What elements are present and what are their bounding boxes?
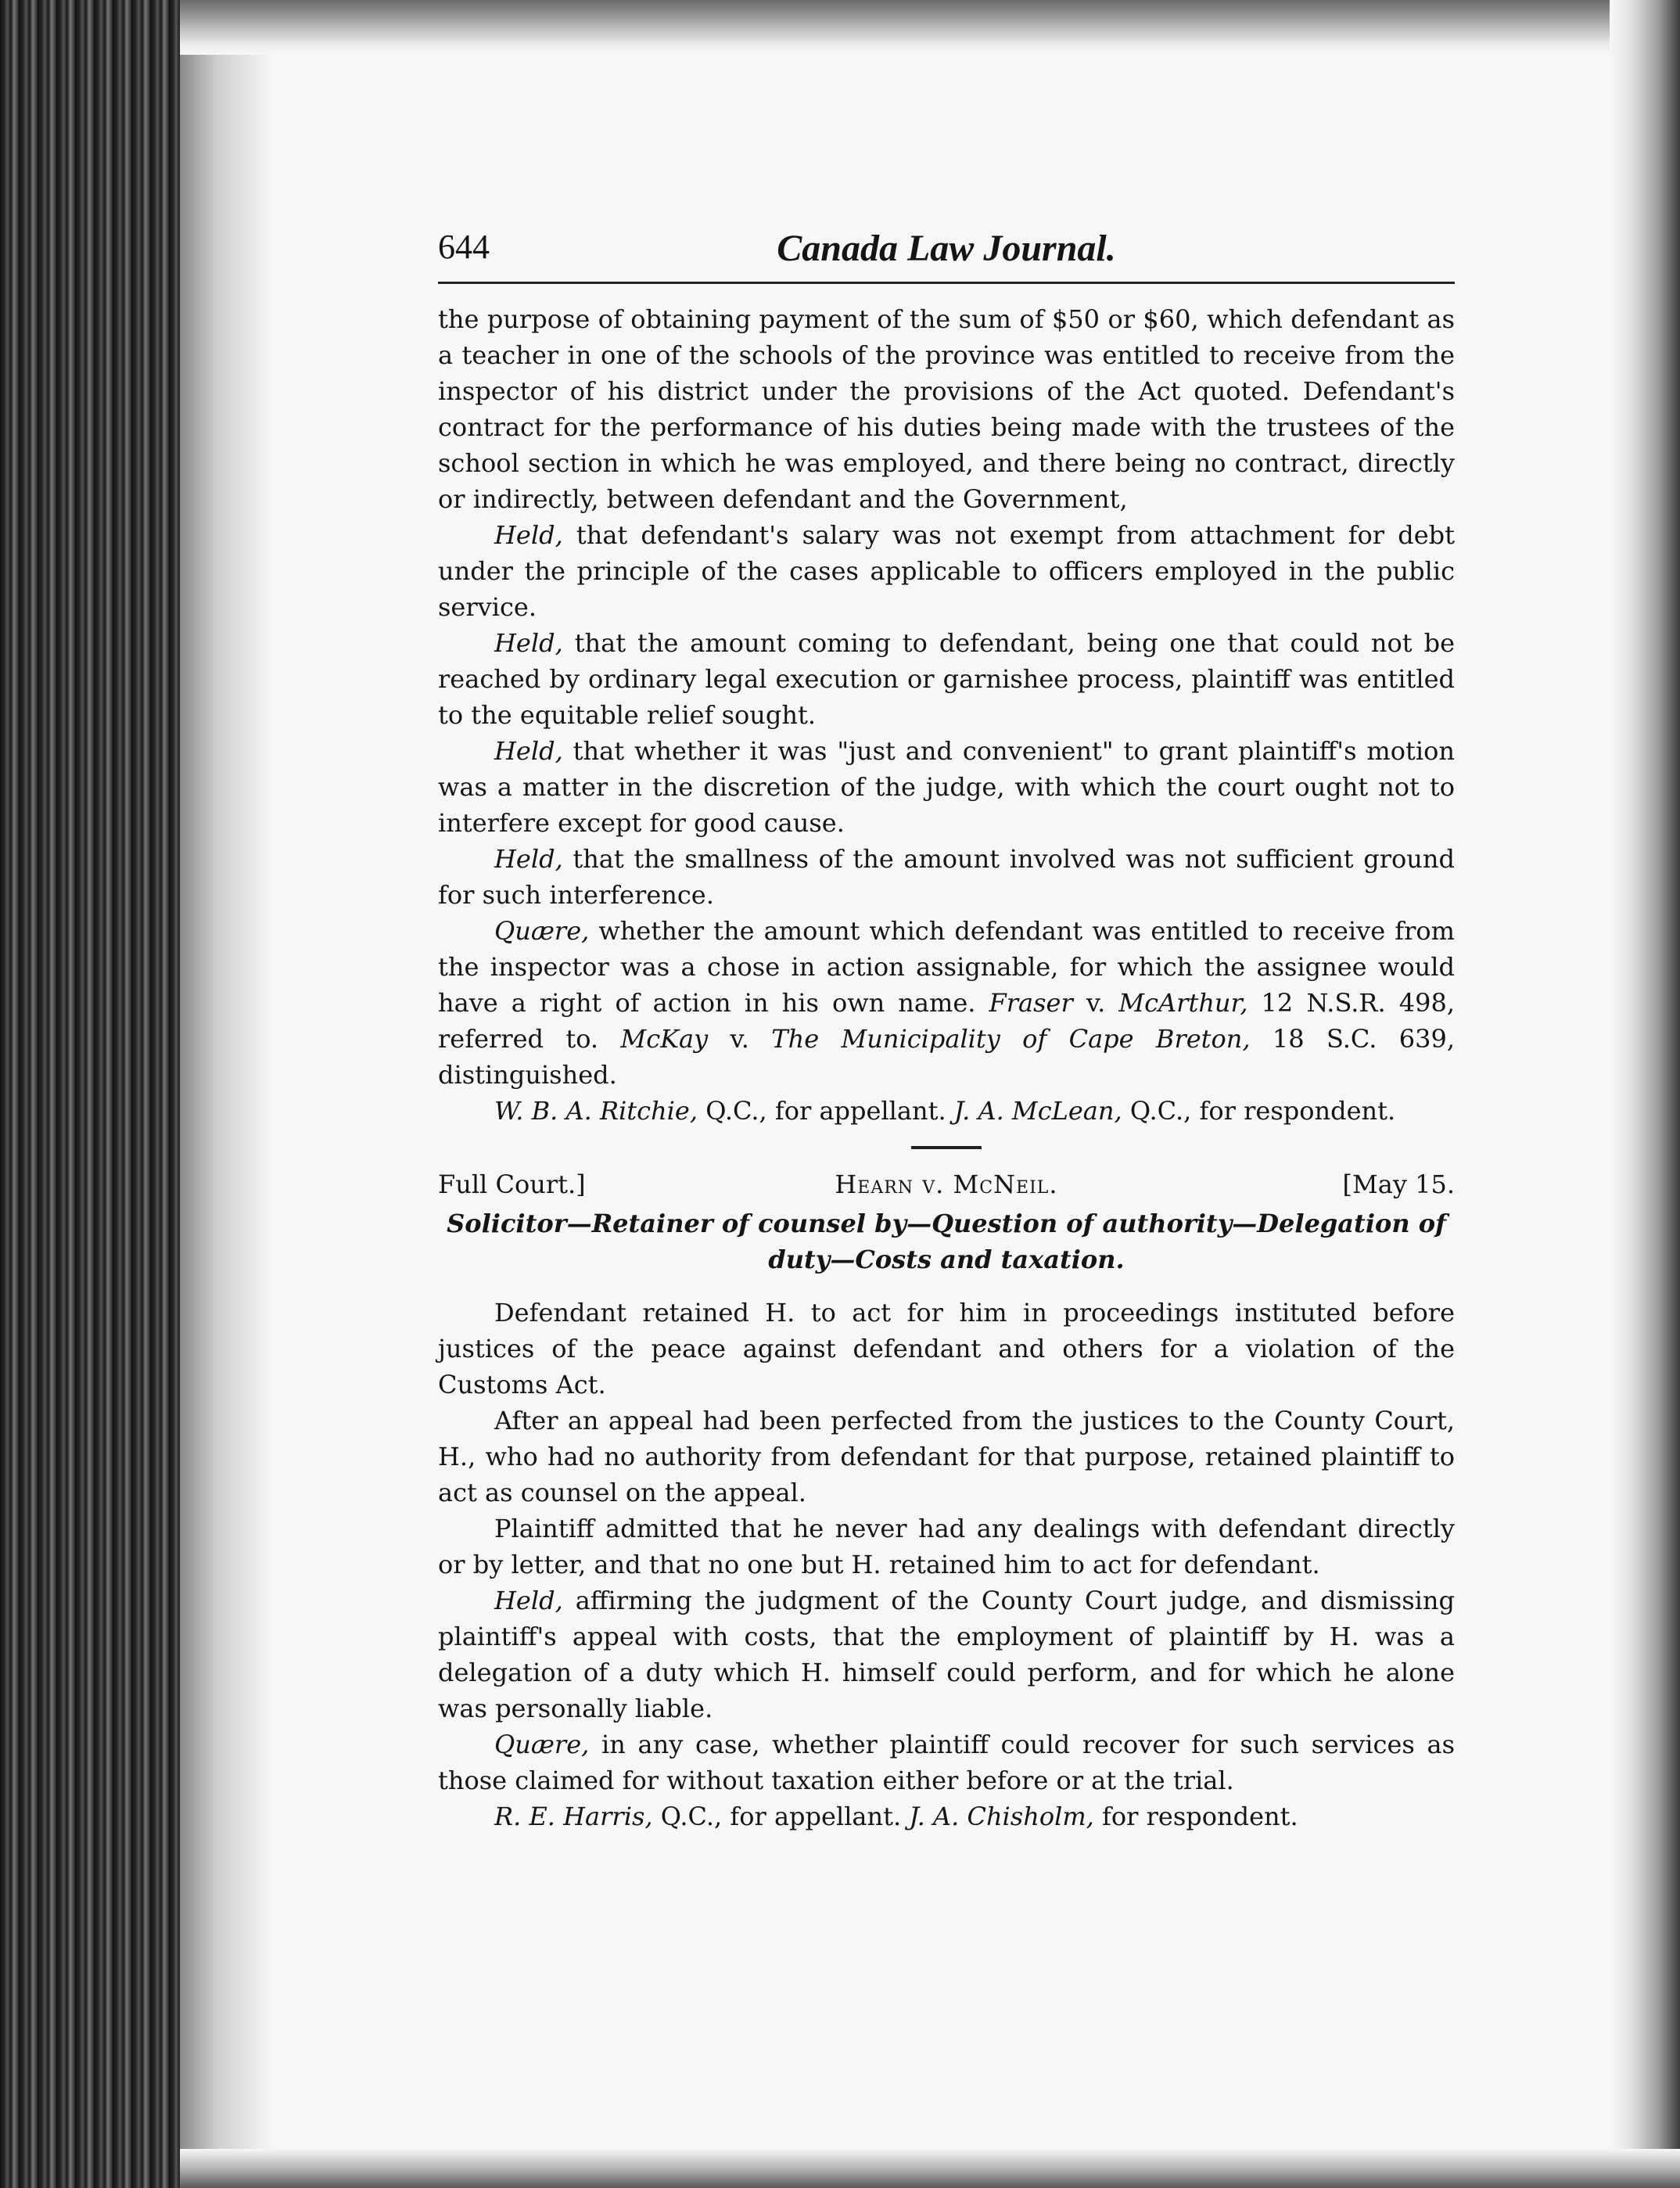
- spine-fade: [180, 0, 274, 2188]
- book-spine-shadow: [0, 0, 180, 2188]
- case-headnote: [438, 1205, 1455, 1277]
- held-text: that the smallness of the amount involved was not sufficient ground for such interference.: [438, 844, 1455, 910]
- case-paragraph: Defendant retained H. to act for him in proceedings instituted before justices of the peace against defendant and others for a violation of the Customs Act.: [438, 1298, 1455, 1399]
- first-case-paragraph: the purpose of obtaining payment of the sum of $50 or $60, which defendant as a teacher in one of the schools of the province was entitled to receive from the inspector of his district under the provisions of the Act quoted. Defendant's contract for the performance of his duties being made with the trustees of the school section in which he was employed, and there being no contract, directly or indirectly, between defendant and the Government,: [438, 304, 1455, 514]
- held-paragraph: [438, 517, 1455, 625]
- top-edge-shadow: [180, 0, 1680, 55]
- held-paragraph: [438, 733, 1455, 841]
- case-court: Full Court.]: [438, 1169, 586, 1199]
- held-text: that whether it was "just and convenient" to grant plaintiff's motion was a matter in the discretion of the judge, with which the court ought not to interfere except for good cause.: [438, 736, 1455, 838]
- right-edge-shadow: [1610, 0, 1680, 2188]
- quaere-paragraph: [438, 913, 1455, 1093]
- page-content: [438, 227, 1455, 1834]
- held-text: that defendant's salary was not exempt from attachment for debt under the principle of the cases applicable to officers employed in the public service.: [438, 520, 1455, 622]
- quaere-text: whether the amount which defendant was entitled to receive from the inspector was a chose in action assignable, for which the assignee would have a right of action in his own name.: [438, 916, 1455, 1018]
- counsel-role: Q.C., for appellant.: [652, 1802, 910, 1831]
- held-text: that the amount coming to defendant, being one that could not be reached by ordinary legal execution or garnishee process, plaintiff was entitled to the equitable relief sought.: [438, 628, 1455, 730]
- citation-versus: v.: [1072, 988, 1119, 1018]
- held-label: Held,: [494, 628, 563, 658]
- held-label: Held,: [494, 520, 563, 550]
- counsel-name: W. B. A. Ritchie,: [494, 1096, 698, 1126]
- quaere-label: Quære,: [494, 1730, 590, 1759]
- journal-title: Canada Law Journal.: [777, 228, 1116, 269]
- quaere-label: Quære,: [494, 916, 590, 946]
- counsel-role: for respondent.: [1093, 1802, 1298, 1831]
- first-case-text: [438, 301, 1455, 1129]
- running-header: [438, 227, 1455, 284]
- quaere-text: in any case, whether plaintiff could recover for such services as those claimed for without taxation either before or at the trial.: [438, 1730, 1455, 1795]
- held-text: affirming the judgment of the County Court judge, and dismissing plaintiff's appeal with costs, that the employment of plaintiff by H. was a delegation of a duty which H. himself could perform, and for which he alone was personally liable.: [438, 1586, 1455, 1723]
- counsel-name: J. A. Chisholm,: [909, 1802, 1094, 1831]
- case-title: Hearn v. McNeil.: [835, 1169, 1058, 1199]
- case-heading: [438, 1166, 1455, 1205]
- citation-versus: v.: [708, 1024, 772, 1054]
- counsel-line: [438, 1093, 1455, 1129]
- bottom-edge-shadow: [180, 2149, 1680, 2188]
- citation-party: Fraser: [989, 988, 1073, 1018]
- case-date: [May 15.: [1342, 1169, 1455, 1199]
- case-paragraph: Plaintiff admitted that he never had any dealings with defendant directly or by letter, and that no one but H. retained him to act for defendant.: [438, 1514, 1455, 1579]
- counsel-role: Q.C., for respondent.: [1122, 1096, 1396, 1126]
- citation-party: McArthur,: [1118, 988, 1248, 1018]
- counsel-line: [438, 1798, 1455, 1834]
- held-paragraph: [438, 1583, 1455, 1726]
- section-divider: [911, 1146, 982, 1149]
- held-paragraph: [438, 841, 1455, 913]
- held-label: Held,: [494, 736, 563, 766]
- page-number: 644: [438, 228, 490, 266]
- citation-reference: 18 S.C. 639, distinguished.: [438, 1024, 1455, 1090]
- quaere-paragraph: [438, 1726, 1455, 1798]
- second-case-text: [438, 1295, 1455, 1834]
- citation-party: The Municipality of Cape Breton,: [771, 1024, 1251, 1054]
- headnote-line: Solicitor—Retainer of counsel by—Question of authority—Delegation of: [447, 1209, 1446, 1238]
- case-paragraph: After an appeal had been perfected from the justices to the County Court, H., who had no authority from defendant for that purpose, retained plaintiff to act as counsel on the appeal.: [438, 1406, 1455, 1507]
- citation-reference: 12 N.S.R. 498, referred to.: [438, 988, 1456, 1054]
- held-label: Held,: [494, 844, 563, 874]
- citation-party: McKay: [620, 1024, 709, 1054]
- counsel-name: J. A. McLean,: [953, 1096, 1122, 1126]
- held-paragraph: [438, 625, 1455, 733]
- held-label: Held,: [494, 1586, 563, 1615]
- counsel-role: Q.C., for appellant.: [698, 1096, 954, 1126]
- counsel-name: R. E. Harris,: [494, 1802, 653, 1831]
- headnote-line: duty—Costs and taxation.: [768, 1245, 1125, 1274]
